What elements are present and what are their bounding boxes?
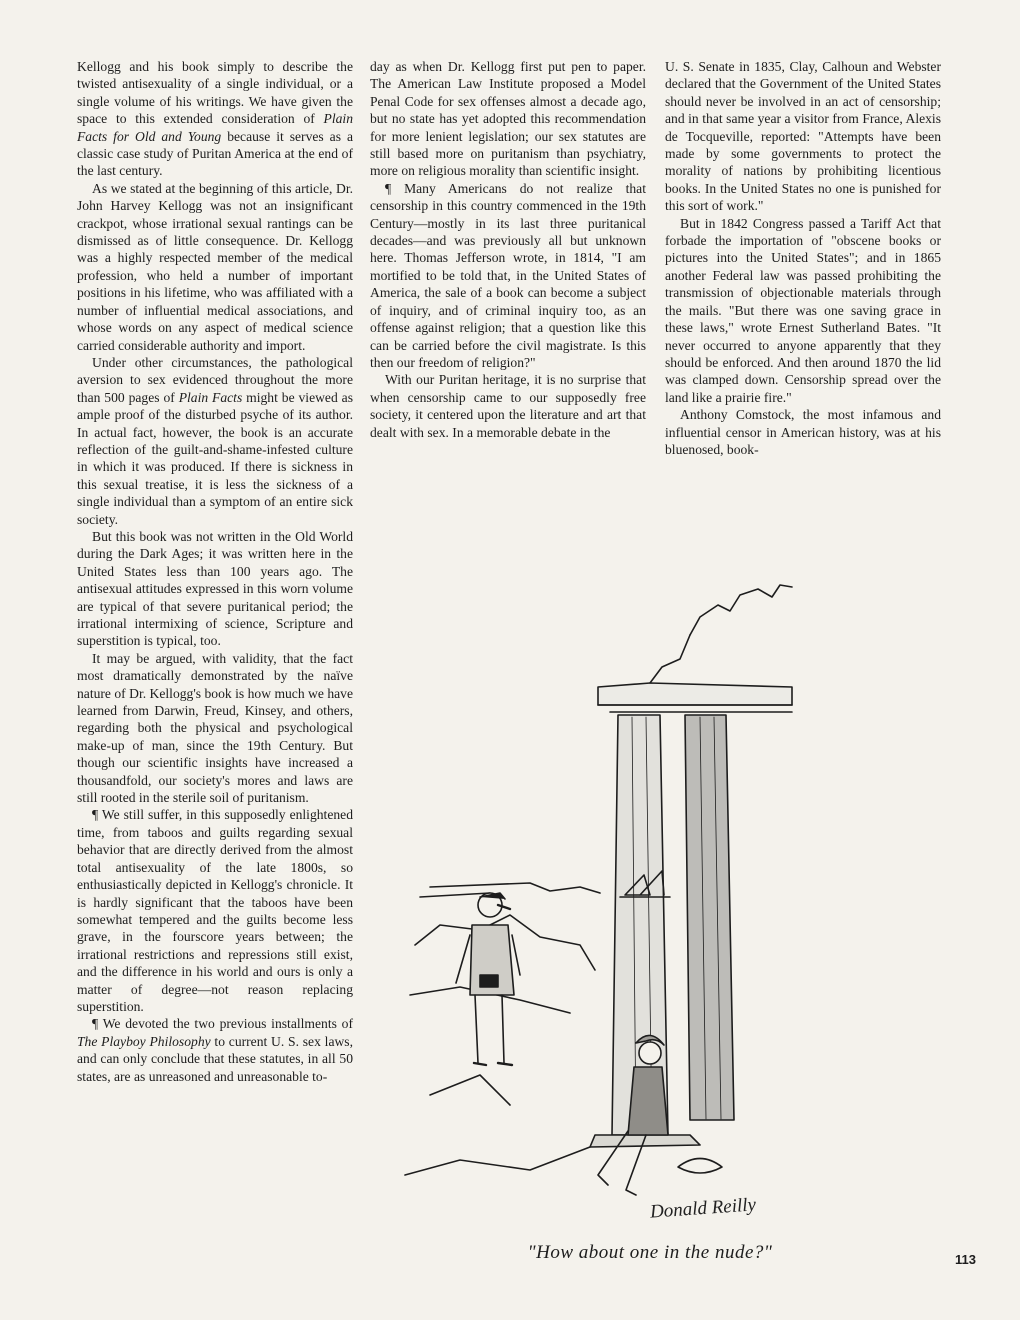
page-number: 113 — [955, 1252, 976, 1267]
horizon — [430, 883, 600, 893]
paragraph: Kellogg and his book simply to describe the twisted antisexuality of a single individual, or a single volume of his writings. We have given the space to this extended consideration of Plain Facts for Old and Young because it serves as a classic case study of Puritan America at the end of the last century. — [77, 59, 353, 179]
paragraph: Under other circumstances, the pathological aversion to sex evidenced throughout the more than 500 pages of Plain Facts might be viewed as ample proof of the disturbed psyche of its author. In actual fact, however, the book is an accurate reflection of the guilt-and-shame-infested culture in which it was produced. If there is sickness in this sexual treatise, it is less the sickness of a single individual than a symptom of an entire sick society. — [77, 354, 353, 527]
text-column-2 — [370, 58, 646, 441]
lintel — [598, 683, 792, 705]
artist-signature: Donald Reilly — [649, 1194, 757, 1223]
paragraph: With our Puritan heritage, it is no surprise that when censorship came to our supposedly free society, it centered upon the literature and art that dealt with sex. In a memorable debate in the — [370, 372, 646, 440]
sun-hat — [678, 1159, 722, 1174]
cartoon-caption: "How about one in the nude?" — [527, 1242, 773, 1263]
column-right — [685, 715, 734, 1120]
cartoon-illustration — [400, 575, 930, 1235]
text-column-3 — [665, 58, 941, 458]
paragraph: U. S. Senate in 1835, Clay, Calhoun and Webster declared that the Government of the United States should never be involved in an act of censorship; and in that same year a visitor from France, Alexis de Tocqueville, reported: "Attempts have been made by some governments to protect the morality of nations by prohibiting licentious books. In the United States no one is punished for this sort of work." — [665, 59, 941, 214]
paragraph: But in 1842 Congress passed a Tariff Act that forbade the importation of "obscene books or pictures into the United States"; and in 1865 another Federal law was passed prohibiting the transmission of objectionable materials through the mails. "But there was one saving grace in these laws," wrote Ernest Sutherland Bates. "It never occurred to anyone apparently that they should be enforced. And then around 1870 the lid was clamped down. Censorship spread over the land like a prairie fire." — [665, 215, 941, 405]
paragraph: As we stated at the beginning of this article, Dr. John Harvey Kellogg was not an insignificant crackpot, whose irrational sexual rantings can be dismissed as of little consequence. Dr. Kellogg was a highly respected member of the medical profession, who held a number of important positions in his lifetime, who was affiliated with a number of influential medical associations, and whose words on any aspect of medical science carried considerable authority and import. — [77, 180, 353, 353]
lintel-broken-edge — [690, 585, 792, 635]
paragraph: ¶ Many Americans do not realize that censorship in this country commenced in the 19th Century—mostly in its last three puritanical decades—and was previously all but unknown here. Thomas Jefferson wrote, in 1814, "I am mortified to be told that, in the United States of America, the sale of a book can become a subject of inquiry, and of criminal inquiry too, as an offense against religion; that a question like this can be carried before the civil magistrate. Is this then our freedom of religion?" — [370, 180, 646, 370]
paragraph: But this book was not written in the Old World during the Dark Ages; it was written here in the United States less than 100 years ago. The antisexual attitudes expressed in this worn volume are typical of that severe puritanical period; the irrational intermixing of science, Scripture and superstition is typical, too. — [77, 528, 353, 649]
paragraph: It may be argued, with validity, that the fact most dramatically demonstrated by the naïve nature of Dr. Kellogg's book is how much we have learned from Darwin, Freud, Kinsey, and others, regarding both the physical and psychological make-up of man, since the 19th Century. But though our scientific insights have increased a thousandfold, our society's mores and laws are still rooted in the sterile soil of puritanism. — [77, 650, 353, 806]
paragraph: Anthony Comstock, the most infamous and influential censor in American history, was at his bluenosed, book- — [665, 407, 941, 457]
paragraph: day as when Dr. Kellogg first put pen to paper. The American Law Institute proposed a Model Penal Code for sex offenses almost a decade ago, but no state has yet adopted this recommendation for more lenient legislation; our sex statutes are still based more on puritanism than psychiatry, more on religious morality than scientific insight. — [370, 59, 646, 179]
text-column-1 — [77, 58, 353, 1085]
paragraph: ¶ We devoted the two previous installments of The Playboy Philosophy to current U. S. sex laws, and can only conclude that these statutes, in all 50 states, are as unreasoned and unreasonable to- — [77, 1016, 353, 1084]
tourist-man — [456, 893, 520, 1065]
paragraph: ¶ We still suffer, in this supposedly enlightened time, from taboos and guilts regarding sexual behavior that are directly derived from the almost total antisexuality of the late 1800s, so enthusiastically depicted in Kellogg's chronicle. It is hardly significant that the taboos have been somewhat tempered and the guilts become less grave, in the fourscore years between; the irrational restrictions and repressions still exist, and the difference in his world and ours is only a matter of degree—not reason replacing superstition. — [77, 807, 353, 1014]
